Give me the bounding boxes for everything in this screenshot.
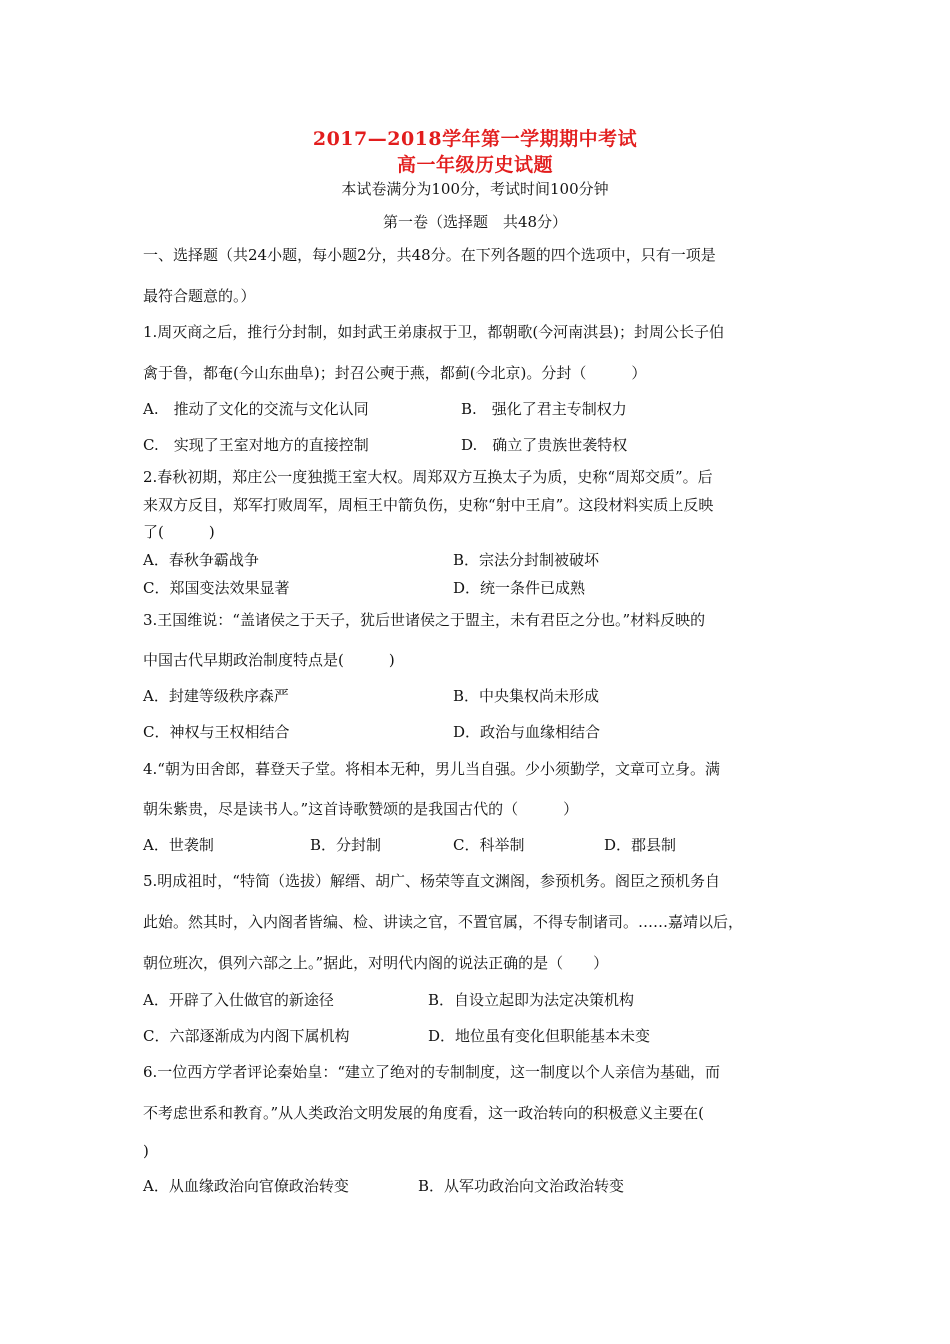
question-6-text-cont2: ) xyxy=(143,1142,149,1160)
question-2-option-b: B．宗法分封制被破坏 xyxy=(453,551,600,569)
question-1-option-a: A. 推动了文化的交流与文化认同 xyxy=(143,400,369,418)
question-2-text-cont2: 了( ) xyxy=(143,523,215,541)
question-4-option-b: B．分封制 xyxy=(310,836,382,854)
question-6-text-cont: 不考虑世系和教育。”从人类政治文明发展的角度看，这一政治转向的积极意义主要在( xyxy=(143,1104,705,1122)
exam-title: 2017—2018学年第一学期期中考试 xyxy=(312,128,638,150)
question-1-option-b: B. 强化了君主专制权力 xyxy=(461,400,627,418)
question-4-option-a: A．世袭制 xyxy=(143,836,214,854)
question-1-text: 1.周灭商之后，推行分封制，如封武王弟康叔于卫，都朝歌(今河南淇县)；封周公长子伯 xyxy=(143,323,725,341)
question-3-text-cont: 中国古代早期政治制度特点是( ) xyxy=(143,651,395,669)
question-3-option-d: D．政治与血缘相结合 xyxy=(453,723,601,741)
question-3-option-b: B．中央集权尚未形成 xyxy=(453,687,600,705)
question-2-option-a: A．春秋争霸战争 xyxy=(143,551,259,569)
question-6-option-b: B．从军功政治向文治政治转变 xyxy=(418,1177,625,1195)
question-5-text-cont: 此始。然其时，入内阁者皆编、检、讲读之官，不置官属，不得专制诸司。……嘉靖以后， xyxy=(143,913,744,931)
exam-info: 本试卷满分为100分，考试时间100分钟 xyxy=(341,180,609,198)
question-3-option-a: A．封建等级秩序森严 xyxy=(143,687,289,705)
question-2-option-c: C．郑国变法效果显著 xyxy=(143,579,290,597)
question-5-option-a: A．开辟了入仕做官的新途径 xyxy=(143,991,334,1009)
question-5-text: 5.明成祖时，“特简（选拔）解缙、胡广、杨荣等直文渊阁，参预机务。阁臣之预机务自 xyxy=(143,872,720,890)
part-heading: 第一卷（选择题 共48分） xyxy=(382,213,568,231)
question-4-option-d: D．郡县制 xyxy=(604,836,677,854)
question-4-text: 4.“朝为田舍郎，暮登天子堂。将相本无种，男儿当自强。少小须勤学，文章可立身。满 xyxy=(143,760,720,778)
question-5-text-cont2: 朝位班次，俱列六部之上。”据此，对明代内阁的说法正确的是（ ） xyxy=(143,954,609,972)
question-2-text: 2.春秋初期，郑庄公一度独揽王室大权。周郑双方互换太子为质，史称“周郑交质”。后 xyxy=(143,468,713,486)
section-instruction: 一、选择题（共24小题，每小题2分，共48分。在下列各题的四个选项中，只有一项是 xyxy=(143,246,716,264)
question-1-text-cont: 禽于鲁，都奄(今山东曲阜)；封召公奭于燕，都蓟(今北京)。分封（ ） xyxy=(143,364,647,382)
question-5-option-b: B．自设立起即为法定决策机构 xyxy=(428,991,635,1009)
question-4-text-cont: 朝朱紫贵，尽是读书人。”这首诗歌赞颂的是我国古代的（ ） xyxy=(143,800,579,818)
question-2-text-cont: 来双方反目，郑军打败周军，周桓王中箭负伤，史称“射中王肩”。这段材料实质上反映 xyxy=(143,496,714,514)
question-6-option-a: A．从血缘政治向官僚政治转变 xyxy=(143,1177,349,1195)
section-instruction-cont: 最符合题意的。） xyxy=(143,287,256,305)
question-2-option-d: D．统一条件已成熟 xyxy=(453,579,586,597)
question-4-option-c: C．科举制 xyxy=(453,836,525,854)
question-3-text: 3.王国维说：“盖诸侯之于天子，犹后世诸侯之于盟主，未有君臣之分也。”材料反映的 xyxy=(143,611,706,629)
question-5-option-d: D．地位虽有变化但职能基本未变 xyxy=(428,1027,651,1045)
question-1-option-c: C. 实现了王室对地方的直接控制 xyxy=(143,436,369,454)
question-1-option-d: D. 确立了贵族世袭特权 xyxy=(461,436,628,454)
question-5-option-c: C．六部逐渐成为内阁下属机构 xyxy=(143,1027,350,1045)
question-3-option-c: C．神权与王权相结合 xyxy=(143,723,290,741)
question-6-text: 6.一位西方学者评论秦始皇：“建立了绝对的专制制度，这一制度以个人亲信为基础，而 xyxy=(143,1063,720,1081)
exam-subject-title: 高一年级历史试题 xyxy=(396,154,553,176)
